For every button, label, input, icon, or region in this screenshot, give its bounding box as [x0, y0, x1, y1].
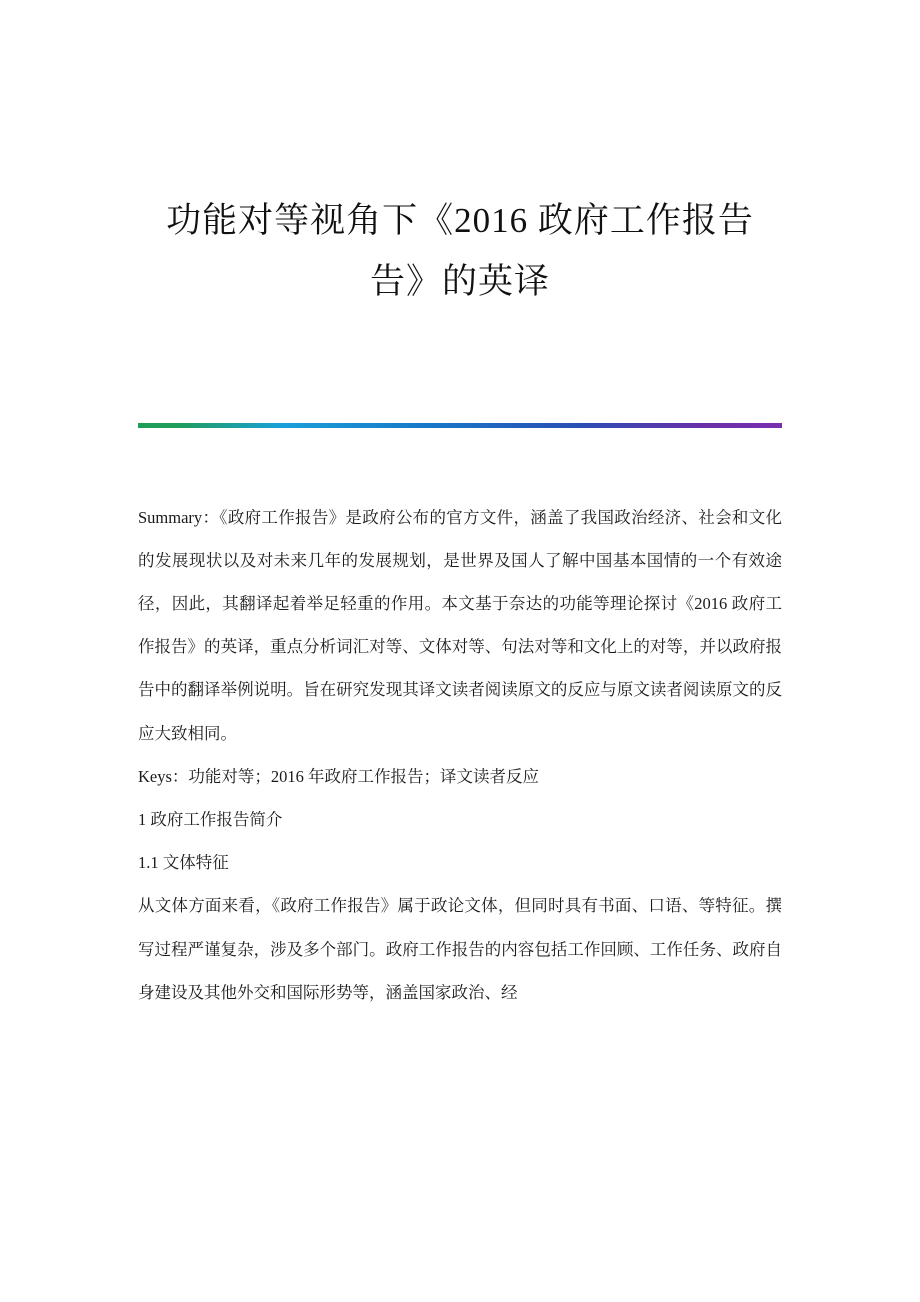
title-divider: [138, 423, 782, 428]
section-heading-1: 1 政府工作报告简介: [138, 810, 283, 830]
body-paragraph-1: 从文体方面来看，《政府工作报告》属于政论文体，但同时具有书面、口语、等特征。撰写过程严谨复杂，涉及多个部门。政府工作报告的内容包括工作回顾、工作任务、政府自身建设及其他外交和国际形势等，涵盖国家政治、经: [138, 896, 782, 1002]
title-block: [138, 0, 782, 313]
summary-paragraph: Summary：《政府工作报告》是政府公布的官方文件，涵盖了我国政治经济、社会和文化的发展现状以及对未来几年的发展规划，是世界及国人了解中国基本国情的一个有效途径，因此，其翻译起着举足轻重的作用。本文基于奈达的功能等理论探讨《2016 政府工作报告》的英译，重点分析词汇对等、文体对等、句法对等和文化上的对等，并以政府报告中的翻译举例说明。旨在研究发现其译文读者阅读原文的反应与原文读者阅读原文的反应大致相同。: [138, 507, 783, 743]
section-heading-1-1: 1.1 文体特征: [138, 853, 229, 873]
keywords-paragraph: Keys：功能对等；2016 年政府工作报告；译文读者反应: [138, 766, 540, 786]
page-title-line1: 功能对等视角下《2016 政府工作报告: [166, 201, 754, 240]
document-body: [138, 496, 782, 1015]
page-title: [138, 190, 782, 313]
page-title-line2: 告》的英译: [369, 262, 550, 302]
